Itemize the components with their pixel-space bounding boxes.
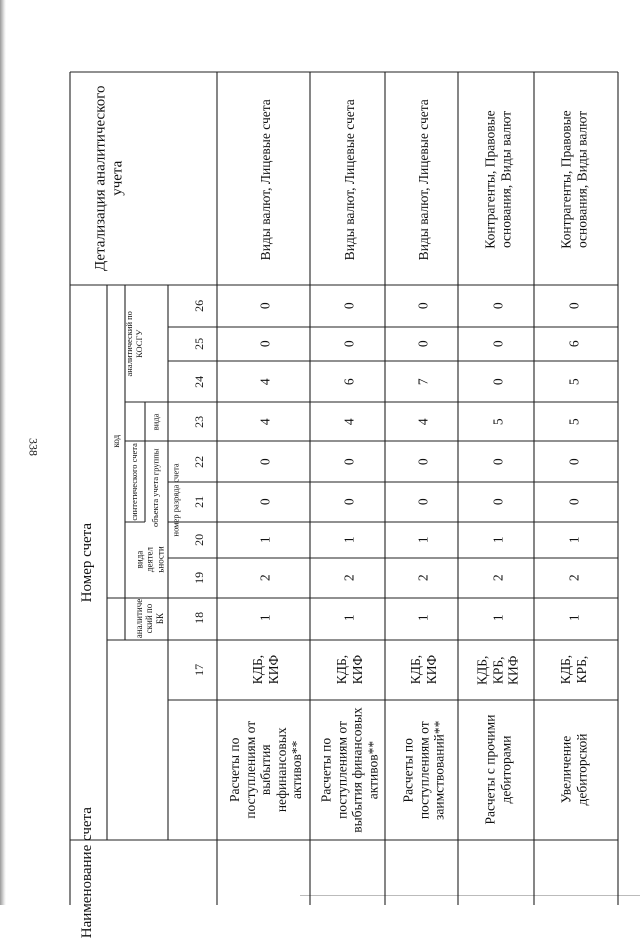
row-3-detail-text: Виды валют, Лицевые счета bbox=[415, 99, 431, 261]
row-2-value-23 bbox=[340, 407, 360, 437]
row-3-bk bbox=[387, 640, 460, 700]
row-5-value-19-text: 2 bbox=[566, 574, 582, 582]
row-2-bk bbox=[312, 640, 387, 700]
digit-number-25-text: 25 bbox=[192, 337, 207, 350]
digit-number-20-text: 20 bbox=[192, 533, 207, 546]
row-1-value-19 bbox=[256, 563, 276, 593]
digit-number-25 bbox=[188, 329, 212, 359]
row-2-value-18-text: 1 bbox=[341, 614, 357, 622]
row-5-value-20 bbox=[564, 525, 584, 555]
header-detail bbox=[80, 79, 140, 279]
row-2-value-22-text: 0 bbox=[341, 458, 357, 466]
header-kind bbox=[145, 402, 167, 442]
row-5-value-23-text: 5 bbox=[566, 418, 582, 426]
row-2-value-24-text: 6 bbox=[341, 378, 357, 386]
row-4-value-24 bbox=[488, 367, 508, 397]
row-5-value-24-text: 5 bbox=[566, 378, 582, 386]
row-1-detail bbox=[219, 80, 312, 280]
row-3-value-23-text: 4 bbox=[415, 418, 431, 426]
row-1-value-20 bbox=[256, 525, 276, 555]
row-1-value-24-text: 4 bbox=[257, 378, 273, 386]
digit-number-22 bbox=[188, 447, 212, 477]
row-1-value-25 bbox=[256, 329, 276, 359]
row-5-value-23 bbox=[564, 407, 584, 437]
row-3-value-18-text: 1 bbox=[415, 614, 431, 622]
row-1-value-18-text: 1 bbox=[257, 614, 273, 622]
row-1-bk bbox=[219, 640, 312, 700]
row-2-value-26 bbox=[340, 291, 360, 321]
row-4-value-23-text: 5 bbox=[490, 418, 506, 426]
row-2-detail bbox=[312, 80, 387, 280]
row-4-value-21 bbox=[488, 487, 508, 517]
row-4-value-19-text: 2 bbox=[490, 574, 506, 582]
header-object-text: объекта учета bbox=[150, 476, 161, 528]
row-4-value-24-text: 0 bbox=[490, 378, 506, 386]
row-2-value-20 bbox=[340, 525, 360, 555]
header-account-number-text: Номер счета bbox=[79, 522, 96, 603]
row-2-value-19 bbox=[340, 563, 360, 593]
row-5-detail bbox=[536, 80, 612, 280]
row-2-value-24 bbox=[340, 367, 360, 397]
row-4-value-25 bbox=[488, 329, 508, 359]
row-3-value-24 bbox=[414, 367, 434, 397]
header-object bbox=[145, 476, 167, 528]
row-5-bk bbox=[536, 640, 612, 700]
row-3-value-26-text: 0 bbox=[415, 302, 431, 310]
row-4-value-22-text: 0 bbox=[490, 458, 506, 466]
row-2-value-26-text: 0 bbox=[341, 302, 357, 310]
digit-number-21 bbox=[188, 487, 212, 517]
digit-number-23-text: 23 bbox=[192, 415, 207, 428]
row-1-value-21 bbox=[256, 487, 276, 517]
digit-number-18-text: 18 bbox=[192, 611, 207, 624]
row-1-name-text: Расчеты по поступлениям от выбытия нефинансовых активов** bbox=[226, 721, 304, 819]
row-2-value-23-text: 4 bbox=[341, 418, 357, 426]
header-account-number bbox=[70, 285, 106, 840]
row-2-bk-text: КДБ, КИФ bbox=[333, 655, 365, 685]
row-3-value-22 bbox=[414, 447, 434, 477]
row-4-value-22 bbox=[488, 447, 508, 477]
row-1-value-22-text: 0 bbox=[257, 458, 273, 466]
row-4-name bbox=[460, 705, 536, 835]
row-3-value-18 bbox=[414, 603, 434, 633]
row-4-detail-text: Контрагенты, Правовые основания, Виды валют bbox=[482, 110, 513, 250]
row-1-value-23 bbox=[256, 407, 276, 437]
row-3-value-23 bbox=[414, 407, 434, 437]
row-4-value-25-text: 0 bbox=[490, 340, 506, 348]
row-5-value-21 bbox=[564, 487, 584, 517]
row-1-value-24 bbox=[256, 367, 276, 397]
row-5-value-25 bbox=[564, 329, 584, 359]
row-3-value-22-text: 0 bbox=[415, 458, 431, 466]
header-analytic-bk-text: аналитиче ский по БК bbox=[134, 599, 166, 639]
row-1-value-23-text: 4 bbox=[257, 418, 273, 426]
row-1-value-18 bbox=[256, 603, 276, 633]
row-4-detail bbox=[460, 80, 536, 280]
digit-number-18 bbox=[188, 603, 212, 633]
row-1-bk-text: КДБ, КИФ bbox=[249, 655, 281, 685]
row-3-value-19-text: 2 bbox=[415, 574, 431, 582]
row-2-name bbox=[312, 705, 387, 835]
row-4-value-19 bbox=[488, 563, 508, 593]
row-3-value-20 bbox=[414, 525, 434, 555]
row-5-detail-text: Контрагенты, Правовые основания, Виды валют bbox=[558, 110, 589, 250]
row-1-name bbox=[219, 705, 312, 835]
row-4-value-23 bbox=[488, 407, 508, 437]
row-4-value-18-text: 1 bbox=[490, 614, 506, 622]
row-2-value-22 bbox=[340, 447, 360, 477]
row-4-value-20 bbox=[488, 525, 508, 555]
row-2-value-19-text: 2 bbox=[341, 574, 357, 582]
row-3-value-20-text: 1 bbox=[415, 536, 431, 544]
row-3-value-24-text: 7 bbox=[415, 378, 431, 386]
header-synthetic-text: синтетического счета bbox=[129, 442, 140, 521]
row-4-value-26-text: 0 bbox=[490, 302, 506, 310]
digit-number-17 bbox=[188, 655, 212, 685]
row-5-value-21-text: 0 bbox=[566, 498, 582, 506]
digit-number-24 bbox=[188, 367, 212, 397]
row-5-value-22 bbox=[564, 447, 584, 477]
row-1-value-21-text: 0 bbox=[257, 498, 273, 506]
row-5-value-25-text: 6 bbox=[566, 340, 582, 348]
row-2-value-25 bbox=[340, 329, 360, 359]
row-3-detail bbox=[387, 80, 460, 280]
header-analytic-kosgu bbox=[124, 289, 146, 399]
row-5-value-22-text: 0 bbox=[566, 458, 582, 466]
header-code bbox=[107, 292, 125, 592]
digit-number-26-text: 26 bbox=[192, 299, 207, 312]
digit-number-19-text: 19 bbox=[192, 571, 207, 584]
header-analytic-kosgu-text: аналитический по КОСГУ bbox=[124, 310, 144, 377]
row-2-detail-text: Виды валют, Лицевые счета bbox=[341, 99, 357, 261]
row-2-value-20-text: 1 bbox=[341, 536, 357, 544]
row-5-name-text: Увеличение дебиторской bbox=[558, 733, 589, 807]
row-2-value-21-text: 0 bbox=[341, 498, 357, 506]
row-4-value-20-text: 1 bbox=[490, 536, 506, 544]
row-5-value-24 bbox=[564, 367, 584, 397]
row-3-value-25-text: 0 bbox=[415, 340, 431, 348]
page-number-text: 338 bbox=[26, 438, 41, 456]
header-kind-text: вида bbox=[150, 413, 161, 430]
row-2-value-21 bbox=[340, 487, 360, 517]
digit-number-20 bbox=[188, 525, 212, 555]
row-5-value-26 bbox=[564, 291, 584, 321]
digit-number-23 bbox=[188, 407, 212, 437]
row-5-value-26-text: 0 bbox=[566, 302, 582, 310]
row-4-value-18 bbox=[488, 603, 508, 633]
digit-number-26 bbox=[188, 291, 212, 321]
row-3-value-21-text: 0 bbox=[415, 498, 431, 506]
row-3-value-21 bbox=[414, 487, 434, 517]
row-3-value-19 bbox=[414, 563, 434, 593]
row-1-detail-text: Виды валют, Лицевые счета bbox=[257, 99, 273, 261]
row-1-value-20-text: 1 bbox=[257, 536, 273, 544]
row-5-value-20-text: 1 bbox=[566, 536, 582, 544]
row-3-value-25 bbox=[414, 329, 434, 359]
header-analytic-bk bbox=[128, 598, 172, 640]
row-5-value-18 bbox=[564, 603, 584, 633]
header-digit-number-text: номер разряда счета bbox=[171, 463, 182, 537]
row-3-name-text: Расчеты по поступлениям от заимствований** bbox=[400, 720, 447, 820]
digit-number-19 bbox=[188, 563, 212, 593]
row-5-value-18-text: 1 bbox=[566, 614, 582, 622]
row-1-value-19-text: 2 bbox=[257, 574, 273, 582]
row-3-bk-text: КДБ, КИФ bbox=[407, 655, 439, 685]
header-code-text: код bbox=[110, 435, 121, 448]
row-1-value-26-text: 0 bbox=[257, 302, 273, 310]
row-4-bk bbox=[460, 640, 536, 700]
row-2-name-text: Расчеты по поступлениям от выбытия финансовых активов** bbox=[318, 707, 381, 833]
header-name-column-text: Наименование счета bbox=[79, 806, 96, 938]
row-3-value-26 bbox=[414, 291, 434, 321]
header-activity-type bbox=[128, 530, 172, 590]
header-name-column bbox=[70, 806, 106, 938]
row-5-name bbox=[536, 705, 612, 835]
header-activity-type-text: вида деятел ьности bbox=[134, 546, 166, 574]
row-4-name-text: Расчеты с прочими дебиторами bbox=[482, 715, 513, 825]
row-4-value-26 bbox=[488, 291, 508, 321]
header-group-text: группы bbox=[150, 448, 161, 475]
row-1-value-22 bbox=[256, 447, 276, 477]
header-group bbox=[145, 442, 167, 482]
row-5-bk-text: КДБ, КРБ, bbox=[558, 655, 589, 685]
row-3-name bbox=[387, 705, 460, 835]
row-1-value-25-text: 0 bbox=[257, 340, 273, 348]
row-1-value-26 bbox=[256, 291, 276, 321]
header-digit-number bbox=[168, 400, 186, 600]
header-detail-text: Детализация аналитического учета bbox=[92, 85, 127, 272]
row-4-value-21-text: 0 bbox=[490, 498, 506, 506]
digit-number-22-text: 22 bbox=[192, 455, 207, 468]
digit-number-21-text: 21 bbox=[192, 495, 207, 508]
row-5-value-19 bbox=[564, 563, 584, 593]
row-2-value-25-text: 0 bbox=[341, 340, 357, 348]
row-4-bk-text: КДБ, КРБ, КИФ bbox=[474, 655, 521, 685]
digit-number-17-text: 17 bbox=[192, 663, 207, 676]
header-synthetic bbox=[125, 442, 145, 522]
digit-number-24-text: 24 bbox=[192, 375, 207, 388]
row-2-value-18 bbox=[340, 603, 360, 633]
